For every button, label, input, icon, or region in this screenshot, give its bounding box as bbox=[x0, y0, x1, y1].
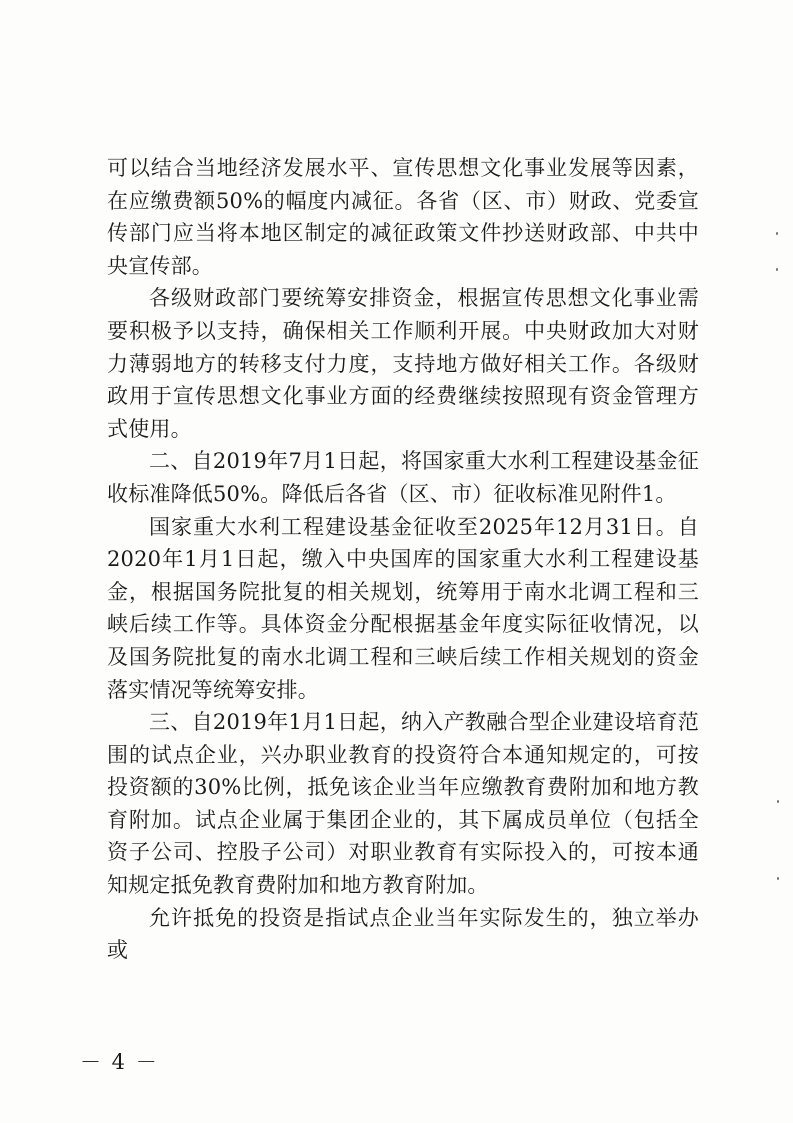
page-number: － 4 － bbox=[80, 1050, 159, 1074]
paragraph-continuation: 可以结合当地经济发展水平、宣传思想文化事业发展等因素，在应缴费额50%的幅度内减征。各省（区、市）财政、党委宣传部门应当将本地区制定的减征政策文件抄送财政部、中共中央宣传部。 bbox=[107, 156, 699, 278]
paragraph-section-three: 三、自2019年1月1日起，纳入产教融合型企业建设培育范围的试点企业，兴办职业教育的投资符合本通知规定的，可按投资额的30%比例，抵免该企业当年应缴教育费附加和地方教育附加。试点企业属于集团企业的，其下属成员单位（包括全资子公司、控股子公司）对职业教育有实际投入的，可按本通知规定抵免教育费附加和地方教育附加。 bbox=[107, 710, 699, 898]
paragraph-water-fund: 国家重大水利工程建设基金征收至2025年12月31日。自2020年1月1日起，缴入中央国库的国家重大水利工程建设基金，根据国务院批复的相关规划，统筹用于南水北调工程和三峡后续工作等。具体资金分配根据基金年度实际征收情况，以及国务院批复的南水北调工程和三峡后续工作相关规划的资金落实情况等统筹安排。 bbox=[107, 514, 699, 702]
paragraph-section-two: 二、自2019年7月1日起，将国家重大水利工程建设基金征收标准降低50%。降低后各省（区、市）征收标准见附件1。 bbox=[107, 449, 699, 506]
scan-speck bbox=[777, 877, 779, 880]
paragraph-funding: 各级财政部门要统筹安排资金，根据宣传思想文化事业需要积极予以支持，确保相关工作顺利开展。中央财政加大对财力薄弱地方的转移支付力度，支持地方做好相关工作。各级财政用于宣传思想文化事业方面的经费继续按照现有资金管理方式使用。 bbox=[107, 286, 699, 441]
scan-speck bbox=[777, 800, 779, 803]
scan-speck bbox=[776, 268, 778, 271]
scan-speck bbox=[776, 232, 778, 235]
paragraph-investment: 允许抵免的投资是指试点企业当年实际发生的，独立举办或 bbox=[107, 905, 699, 963]
document-body bbox=[107, 152, 699, 967]
